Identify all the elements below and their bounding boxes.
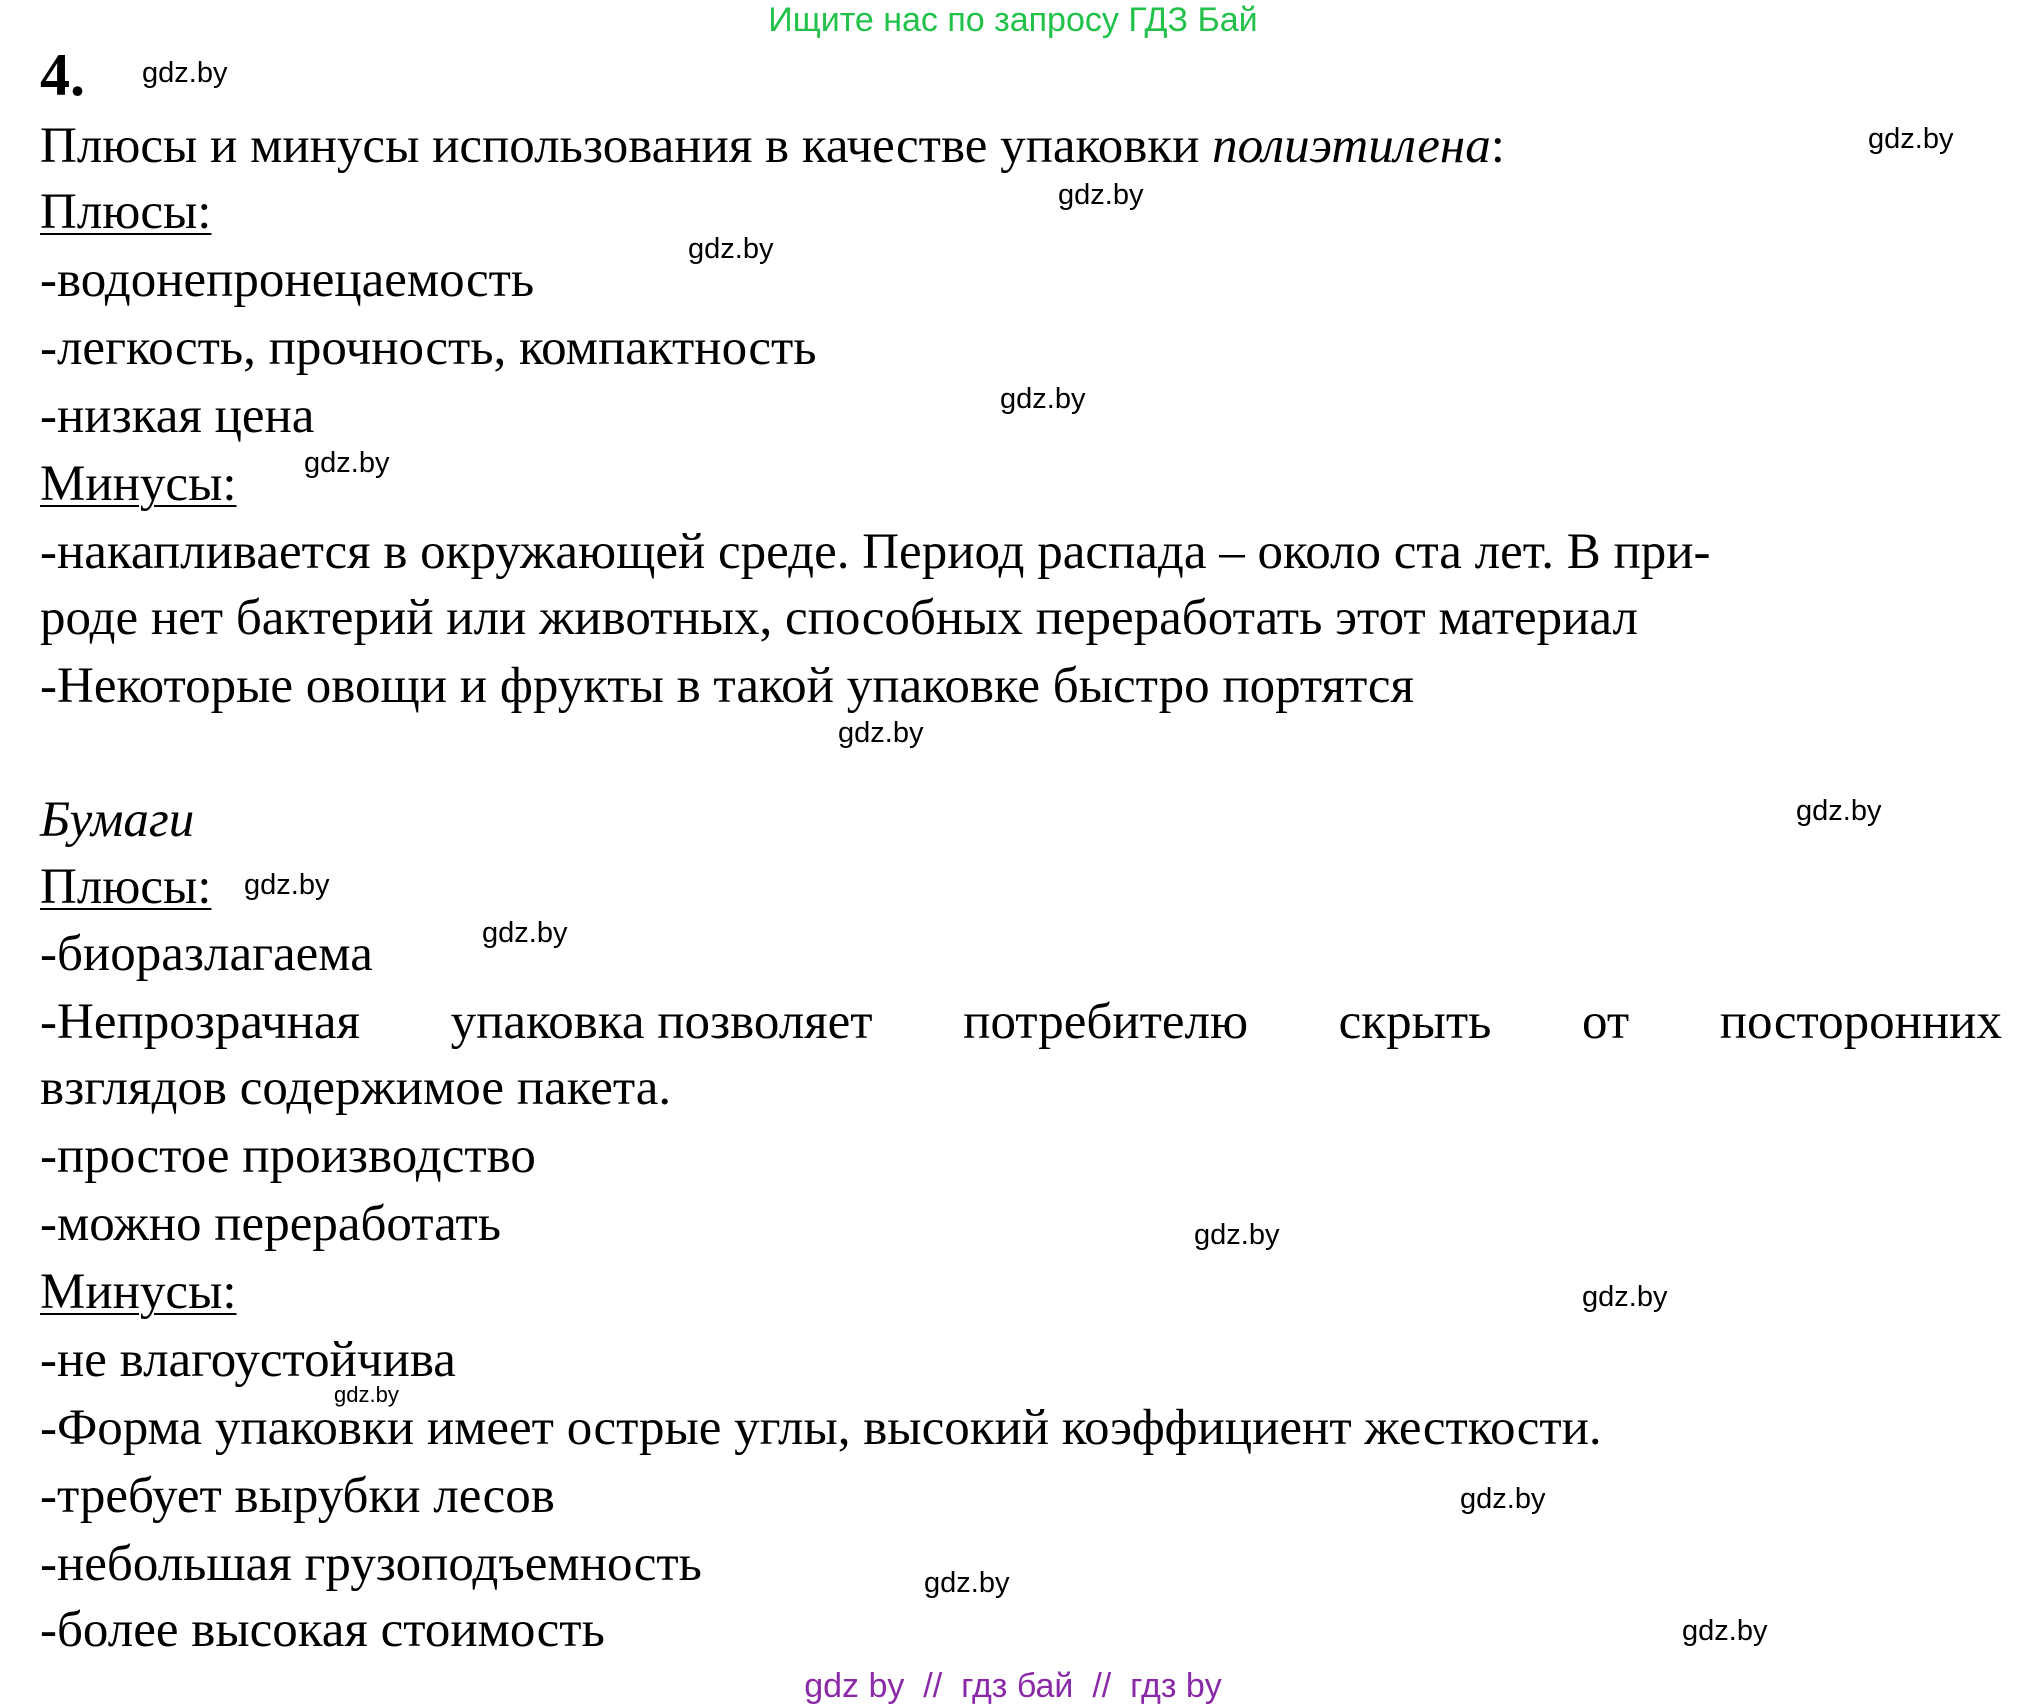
watermark: gdz.by xyxy=(1582,1281,1668,1313)
paper-pro-item: -простое производство xyxy=(40,1128,536,1184)
watermark: gdz.by xyxy=(838,717,924,749)
paper-pro-item: -можно переработать xyxy=(40,1196,502,1252)
watermark: gdz.by xyxy=(688,233,774,265)
paper-pro-word: от xyxy=(1582,994,1630,1050)
footer: gdz by // гдз бай // гдз by xyxy=(804,1667,1222,1705)
paper-pro-item: -биоразлагаема xyxy=(40,926,373,982)
paper-con-item: -более высокая стоимость xyxy=(40,1602,605,1658)
paper-pro-word: потребителю xyxy=(963,994,1249,1050)
paper-pros-label: Плюсы: xyxy=(40,859,212,915)
watermark: gdz.by xyxy=(1460,1483,1546,1515)
paper-con-item: -Форма упаковки имеет острые углы, высокий коэффициент жесткости. xyxy=(40,1400,1602,1456)
watermark: gdz.by xyxy=(1194,1219,1280,1251)
poly-con-line: -накапливается в окружающей среде. Период распада – около ста лет. В при- xyxy=(40,524,1711,580)
watermark: gdz.by xyxy=(1000,383,1086,415)
watermark: gdz.by xyxy=(334,1382,399,1407)
paper-con-item: -требует вырубки лесов xyxy=(40,1468,555,1524)
poly-cons-label: Минусы: xyxy=(40,456,237,512)
paper-cons-label: Минусы: xyxy=(40,1264,237,1320)
heading-suffix: : xyxy=(1490,118,1505,174)
poly-con-line: роде нет бактерий или животных, способных переработать этот материал xyxy=(40,590,1638,646)
paper-pro-word: посторонних xyxy=(1719,994,2002,1050)
paper-pro-continuation: взглядов содержимое пакета. xyxy=(40,1060,672,1116)
paper-pro-word: -Непрозрачная xyxy=(40,994,361,1050)
paper-pro-word: упаковка позволяет xyxy=(450,994,873,1050)
poly-pro-item: -низкая цена xyxy=(40,388,315,444)
task-number: 4. xyxy=(40,42,85,108)
watermark: gdz.by xyxy=(244,869,330,901)
watermark: gdz.by xyxy=(482,917,568,949)
heading xyxy=(40,112,1505,180)
watermark: gdz.by xyxy=(1868,123,1954,155)
heading-material: полиэтилена xyxy=(1212,118,1491,174)
watermark: gdz.by xyxy=(304,447,390,479)
paper-con-item: -не влагоустойчива xyxy=(40,1332,456,1388)
paper-title: Бумаги xyxy=(40,792,195,848)
watermark: gdz.by xyxy=(1058,179,1144,211)
watermark: gdz.by xyxy=(1796,795,1882,827)
paper-pro-justified-line xyxy=(40,988,2002,1056)
paper-con-item: -небольшая грузоподъемность xyxy=(40,1536,702,1592)
watermark: gdz.by xyxy=(1682,1615,1768,1647)
poly-con-line: -Некоторые овощи и фрукты в такой упаковке быстро портятся xyxy=(40,658,1415,714)
poly-pros-label: Плюсы: xyxy=(40,184,212,240)
top-banner: Ищите нас по запросу ГДЗ Бай xyxy=(768,1,1258,39)
watermark: gdz.by xyxy=(142,57,228,89)
poly-pro-item: -водонепронецаемость xyxy=(40,252,535,308)
watermark: gdz.by xyxy=(924,1567,1010,1599)
poly-pro-item: -легкость, прочность, компактность xyxy=(40,320,817,376)
paper-pro-word: скрыть xyxy=(1338,994,1492,1050)
heading-prefix: Плюсы и минусы использования в качестве упаковки xyxy=(40,118,1213,174)
